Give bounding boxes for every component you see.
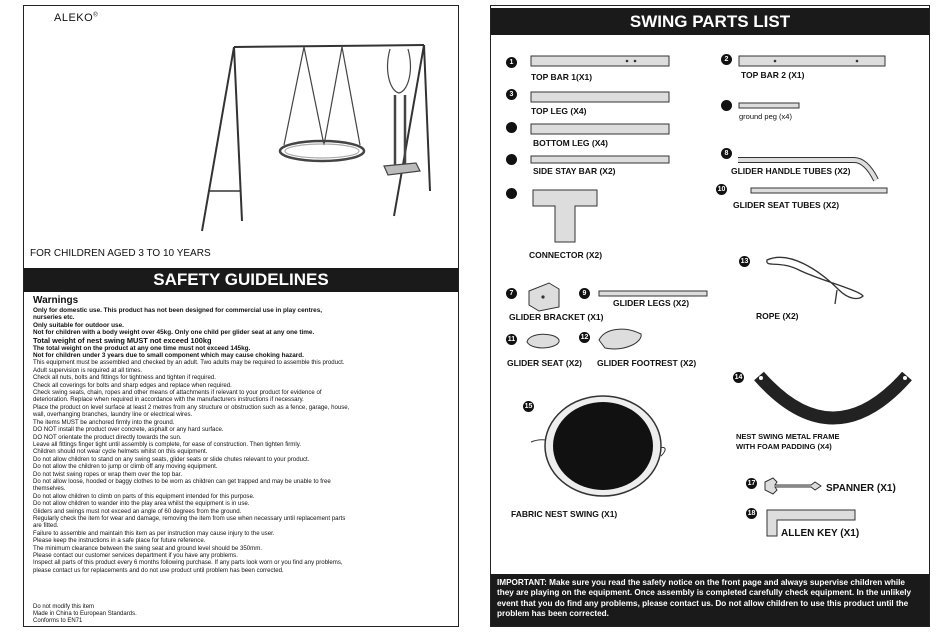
top-bar-1-icon [531,54,671,68]
footer-line: Made in China to European Standards. [33,611,137,617]
warning-line: Check swing seats, chain, ropes and other means of attachments if relevant to your product for evidence of [33,389,322,397]
footer-notes [33,604,137,625]
warning-line: nurseries etc. [33,314,75,322]
part-number-badge: 7 [506,288,517,299]
top-bar-2-icon [739,54,887,68]
part-number-badge: 13 [740,258,749,265]
fabric-nest-swing-icon [521,394,671,506]
part-number-badge [506,188,517,199]
footer-line: Conforms to EN71 [33,618,83,624]
warning-line: Do not twist swing ropes or wrap them over the top bar. [33,470,183,478]
warning-line: Children should not wear cycle helmets whilst on this equipment. [33,448,208,456]
part-label: GLIDER LEGS (X2) [613,298,690,308]
glider-bracket-icon [525,281,563,311]
warning-line: Regularly check the item for wear and damage, removing the item from use when necessary until replacement parts [33,514,346,522]
warning-line: DO NOT orientate the product directly towards the sun. [33,433,182,441]
part-number-badge: 10 [717,186,726,193]
warning-line: are fitted. [33,522,59,530]
glider-seat-icon [523,330,563,352]
part-number-badge: 12 [580,334,589,341]
part-number-badge: 17 [747,480,756,487]
part-number-badge [506,122,517,133]
swing-set-illustration [194,41,434,241]
nest-frame-icon [753,370,913,432]
part-number-badge: 1 [506,57,517,68]
top-leg-icon [531,90,671,104]
warning-line: Check all nuts, bolts and fittings for tightness and tighten if required. [33,374,216,382]
warning-line: Please keep the instructions in a safe place for future reference. [33,537,206,545]
safety-page [23,5,459,627]
important-notice: IMPORTANT: Make sure you read the safety notice on the front page and always supervise children while they are playing on the equipment. Once assembly is completed carefully check equipment. In the unlikely event that you do find any problems, please contact us. Do not allow children to use this product until the problem has been corrected. [491,574,929,626]
warning-line: Inspect all parts of this product every 6 months following purchase. If any parts look worn or you find any problems, [33,559,343,567]
part-label: GLIDER FOOTREST (X2) [597,358,697,368]
part-label: CONNECTOR (X2) [529,250,603,260]
part-label: GLIDER BRACKET (X1) [509,312,604,322]
warning-line: Not for children with a body weight over 45kg. Only one child per glider seat at any one time. [33,329,315,337]
part-number-badge [506,154,517,165]
bottom-leg-icon [531,122,671,136]
part-label: ground peg (x4) [739,112,792,121]
part-number-badge: 18 [747,510,756,517]
glider-footrest-icon [595,322,645,354]
warning-line: The items MUST be anchored firmly into the ground. [33,418,175,426]
part-label: TOP BAR 1(X1) [531,72,593,82]
warning-line: wall, overhanging branches, laundry line or electrical wires. [33,411,193,419]
warning-line: Check all coverings for bolts and sharp edges and replace when required. [33,381,232,389]
glider-seat-tubes-icon [751,186,891,196]
part-number-badge: 8 [721,148,732,159]
warnings-list [33,307,453,574]
safety-guidelines-banner: SAFETY GUIDELINES [24,268,458,292]
warning-line: Gliders and swings must not exceed an angle of 60 degrees from the ground. [33,507,242,515]
brand-logo [54,12,98,24]
part-label: ALLEN KEY (X1) [781,528,860,539]
spanner-icon [763,476,823,496]
warning-line: Do not allow the children to jump or climb off any moving equipment. [33,463,218,471]
part-number-badge: 3 [506,89,517,100]
warning-line: deterioration. Replace when required in accordance with the manufacturers instructions if necessary. [33,396,304,404]
brand-name: ALEKO [54,12,94,24]
part-label: NEST SWING METAL FRAME [736,432,840,441]
part-label: GLIDER SEAT TUBES (X2) [733,200,840,210]
part-label: WITH FOAM PADDING (X4) [736,442,832,451]
warning-line: Do not allow loose, hooded or baggy clothes to be worn as children can get trapped and may be unable to free [33,477,331,485]
parts-list-page [490,5,930,627]
part-label: SIDE STAY BAR (X2) [533,166,616,176]
part-number-badge: 9 [579,288,590,299]
warning-line: please contact us for replacements and do not use product until problem has been corrected. [33,566,284,574]
part-number-badge: 14 [734,374,743,381]
part-label: SPANNER (X1) [826,483,896,494]
warning-line: DO NOT install the product over concrete, asphalt or any hard surface. [33,426,224,434]
part-number-badge: 11 [507,336,516,343]
part-label: FABRIC NEST SWING (X1) [511,509,618,519]
warning-line: Please contact our customer services department if you have any problems. [33,552,238,559]
part-number-badge: 15 [524,403,533,410]
part-number-badge [721,100,732,111]
part-label: TOP LEG (X4) [531,106,587,116]
warning-line: themselves. [33,485,66,493]
warning-line: Do not allow children to stand on any swing seats, glider seats or slide chutes relevant to your product. [33,455,310,463]
footer-line: Do not modify this item [33,604,95,610]
warning-line: This equipment must be assembled and checked by an adult. Two adults may be required to assemble this product. [33,359,345,367]
warning-line: Leave all fittings finger tight until assembly is complete, for ease of construction. Then tighten firmly. [33,440,302,448]
warning-line: Total weight of nest swing MUST not exceed 100kg [33,336,212,345]
warning-line: The total weight on the product at any one time must not exceed 145kg. [33,344,251,352]
warning-line: Failure to assemble and maintain this item as per instruction may cause injury to the user. [33,529,275,537]
part-number-badge: 2 [721,54,732,65]
part-label: ROPE (X2) [756,311,799,321]
rope-icon [759,250,869,306]
parts-list-banner: SWING PARTS LIST [491,8,929,35]
warning-line: Adult supervision is required at all times. [33,366,143,374]
part-label: GLIDER HANDLE TUBES (X2) [731,166,851,176]
brand-mark: ® [93,12,99,19]
warning-line: Do not allow children to climb on parts of this equipment intended for this purpose. [33,492,255,500]
warning-line: The minimum clearance between the swing seat and ground level should be 350mm. [33,544,262,552]
warnings-heading: Warnings [33,295,79,306]
age-notice: FOR CHILDREN AGED 3 TO 10 YEARS [30,248,211,259]
glider-handle-tubes-icon [736,146,886,184]
side-stay-bar-icon [531,154,671,166]
warning-line: Do not allow children to wander into the play area whilst the equipment is in use. [33,500,250,508]
warning-line: Only suitable for outdoor use. [33,321,124,329]
part-label: BOTTOM LEG (X4) [533,138,608,148]
part-label: GLIDER SEAT (X2) [507,358,582,368]
warning-line: Place the product on level surface at least 2 metres from any structure or obstruction such as a fence, garage, house, [33,403,350,411]
part-label: TOP BAR 2 (X1) [741,70,805,80]
connector-icon [531,188,601,244]
warning-line: Only for domestic use. This product has not been designed for commercial use in play centres, [33,307,323,314]
warning-line: Not for children under 3 years due to small component which may cause choking hazard. [33,352,304,360]
ground-peg-icon [739,102,801,110]
